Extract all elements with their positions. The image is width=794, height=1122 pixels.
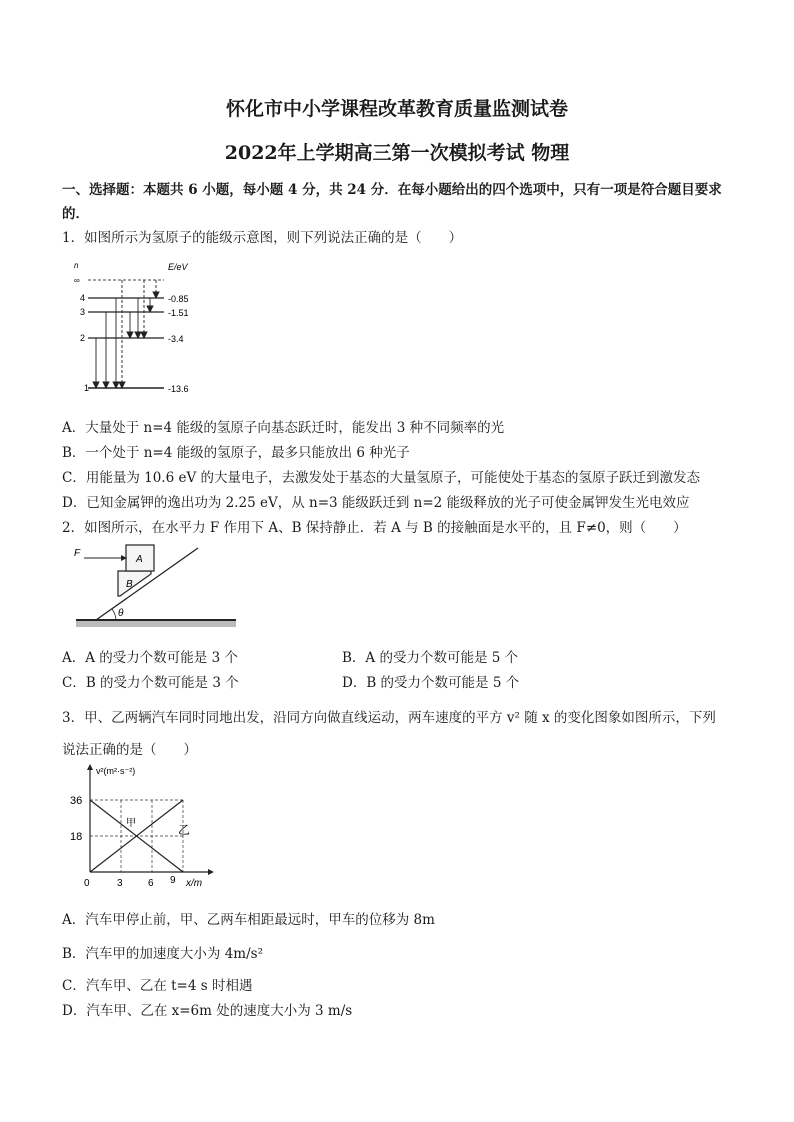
q2-option-a: A．A 的受力个数可能是 3 个: [62, 650, 238, 666]
x-axis-label: x/m: [186, 878, 203, 889]
incline-block-diagram: [72, 540, 242, 632]
n-axis-label: n: [74, 261, 79, 270]
q2-option-b: B．A 的受力个数可能是 5 个: [342, 650, 519, 666]
y-tick-36: 36: [70, 795, 83, 807]
q3-option-c: C．汽车甲、乙在 t=4 s 时相遇: [62, 978, 253, 994]
q1-option-a: A．大量处于 n=4 能级的氢原子向基态跃迁时，能发出 3 种不同频率的光: [62, 420, 505, 436]
energy-axis-label: E/eV: [168, 262, 188, 272]
level-4-e: -0.85: [168, 294, 189, 304]
q2-stem: 2．如图所示，在水平力 F 作用下 A、B 保持静止．若 A 与 B 的接触面是水平的，且 F≠0，则（ ）: [62, 520, 687, 536]
q1-option-c: C．用能量为 10.6 eV 的大量电子，去激发处于基态的大量氢原子，可能使处于基态的氢原子跃迁到激发态: [62, 470, 700, 486]
block-a-label: A: [136, 554, 143, 565]
x-tick-0: 0: [84, 878, 90, 889]
level-3-n: 3: [80, 307, 86, 317]
block-b-label: B: [126, 579, 133, 590]
level-1-n: 1: [84, 383, 90, 393]
q2-option-d: D．B 的受力个数可能是 5 个: [342, 675, 520, 691]
q1-option-b: B．一个处于 n=4 能级的氢原子，最多只能放出 6 种光子: [62, 445, 410, 461]
q3-stem: 3．甲、乙两辆汽车同时同地出发，沿同方向做直线运动，两车速度的平方 v² 随 x 的变化图象如图所示，下列: [62, 710, 716, 726]
force-label: F: [74, 548, 81, 559]
x-tick-9: 9: [170, 875, 176, 886]
x-tick-3: 3: [117, 878, 123, 889]
angle-label: θ: [118, 608, 124, 619]
x-tick-6: 6: [148, 878, 154, 889]
ground-hatch: [76, 621, 236, 627]
level-3-e: -1.51: [168, 308, 189, 318]
y-tick-18: 18: [70, 831, 83, 843]
series-label-jia: 甲: [126, 818, 136, 829]
level-1-e: -13.6: [168, 384, 189, 394]
q2-option-c: C．B 的受力个数可能是 3 个: [62, 675, 239, 691]
level-inf-n: ∞: [74, 276, 80, 285]
q3-stem-cont: 说法正确的是（ ）: [62, 742, 197, 758]
series-label-yi: 乙: [178, 823, 191, 837]
q1-option-d: D．已知金属钾的逸出功为 2.25 eV，从 n=3 能级跃迁到 n=2 能级释放的光子可使金属钾发生光电效应: [62, 495, 690, 511]
v2-x-graph: [68, 762, 218, 894]
q3-option-a: A．汽车甲停止前，甲、乙两车相距最远时，甲车的位移为 8m: [62, 912, 435, 928]
energy-level-diagram: [72, 258, 212, 398]
level-4-n: 4: [80, 293, 86, 303]
q1-stem: 1．如图所示为氢原子的能级示意图，则下列说法正确的是（ ）: [62, 230, 463, 246]
page-title: 怀化市中小学课程改革教育质量监测试卷: [225, 98, 568, 120]
section-instruction-cont: 的．: [62, 206, 89, 222]
exam-subtitle: 2022年上学期高三第一次模拟考试 物理: [224, 142, 570, 164]
level-2-e: -3.4: [168, 334, 184, 344]
q3-option-b: B．汽车甲的加速度大小为 4m/s²: [62, 946, 263, 962]
y-axis-label: v²(m²·s⁻²): [96, 766, 136, 776]
level-2-n: 2: [80, 333, 86, 343]
section-instruction: 一、选择题：本题共 6 小题，每小题 4 分，共 24 分．在每小题给出的四个选项中，只有一项是符合题目要求: [62, 182, 722, 198]
q3-option-d: D．汽车甲、乙在 x=6m 处的速度大小为 3 m/s: [62, 1003, 353, 1019]
